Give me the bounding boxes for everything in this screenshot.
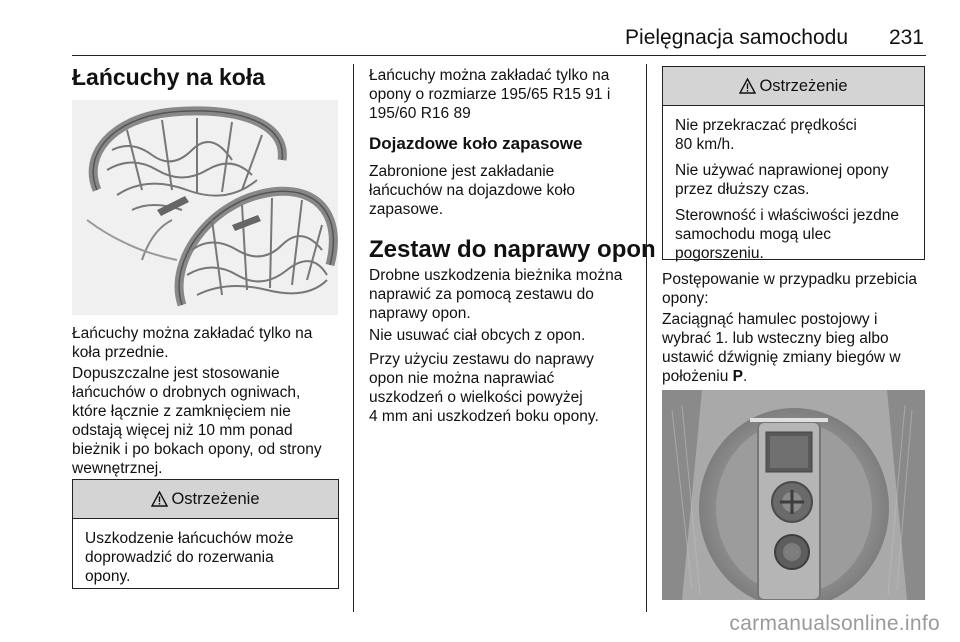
- paragraph-foreign-objects: Nie usuwać ciał obcych z opon.: [369, 327, 586, 344]
- paragraph-chain-spec: Dopuszczalne jest stosowanie łańcuchów o drobnych ogniwach, które łącznie z zamknięciem nie odstają więcej niż 10 mm ponad bieżnik i po bokach opony, od strony wewnętrznej.: [72, 365, 322, 477]
- repair-kit-photo: [662, 390, 925, 600]
- warning-header: [663, 67, 924, 106]
- gear-position-p: P: [732, 368, 744, 385]
- warning-handling: Sterowność i właściwości jezdne samochodu mogą ulec pogorszeniu.: [675, 207, 899, 262]
- warning-title: Ostrzeżenie: [759, 76, 848, 95]
- warning-header: [73, 480, 338, 519]
- warning-speed-limit: Nie przekraczać prędkości 80 km/h.: [675, 117, 857, 153]
- paragraph-repair-kit-intro: Drobne uszkodzenia bieżnika można naprawić za pomocą zestawu do naprawy opon.: [369, 267, 623, 322]
- paragraph-parking-brake: Zaciągnąć hamulec postojowy i wybrać 1. lub wsteczny bieg albo ustawić dźwignię zmiany biegów w położeniu P.: [662, 311, 901, 385]
- header-rule: [72, 55, 926, 56]
- warning-triangle-icon: [739, 78, 756, 94]
- paragraph-repair-limits: Przy użyciu zestawu do naprawy opon nie można naprawiać uszkodzeń o wielkości powyżej 4 mm ani uszkodzeń boku opony.: [369, 351, 599, 425]
- paragraph-tyre-sizes: Łańcuchy można zakładać tylko na opony o rozmiarze 195/65 R15 91 i 195/60 R16 89: [369, 67, 611, 122]
- section-title-repair-kit: Zestaw do naprawy opon: [369, 236, 656, 263]
- page-number: 231: [888, 26, 924, 49]
- warning-triangle-icon: [151, 491, 168, 507]
- repair-kit-drawing: [662, 390, 925, 600]
- snow-chains-illustration: [72, 100, 338, 315]
- section-title-snow-chains: Łańcuchy na koła: [72, 64, 266, 90]
- warning-box-speed: [662, 66, 925, 260]
- paragraph-front-wheels: Łańcuchy można zakładać tylko na koła przednie.: [72, 325, 313, 361]
- paragraph-spare-wheel: Zabronione jest zakładanie łańcuchów na dojazdowe koło zapasowe.: [369, 163, 575, 218]
- column-divider-2: [646, 64, 647, 612]
- column-divider-1: [353, 64, 354, 612]
- warning-text: Uszkodzenie łańcuchów może doprowadzić do rozerwania opony.: [85, 530, 294, 585]
- warning-box-chains: [72, 479, 339, 589]
- subheading-spare-wheel: Dojazdowe koło zapasowe: [369, 134, 583, 153]
- header-title: Pielęgnacja samochodu: [625, 26, 848, 49]
- warning-no-long-use: Nie używać naprawionej opony przez dłuższy czas.: [675, 162, 889, 198]
- page-header: [0, 0, 960, 56]
- warning-title: Ostrzeżenie: [171, 489, 260, 508]
- watermark: carmanualsonline.info: [729, 612, 940, 635]
- snow-chains-drawing: [72, 100, 338, 315]
- paragraph-puncture-procedure: Postępowanie w przypadku przebicia opony:: [662, 271, 918, 307]
